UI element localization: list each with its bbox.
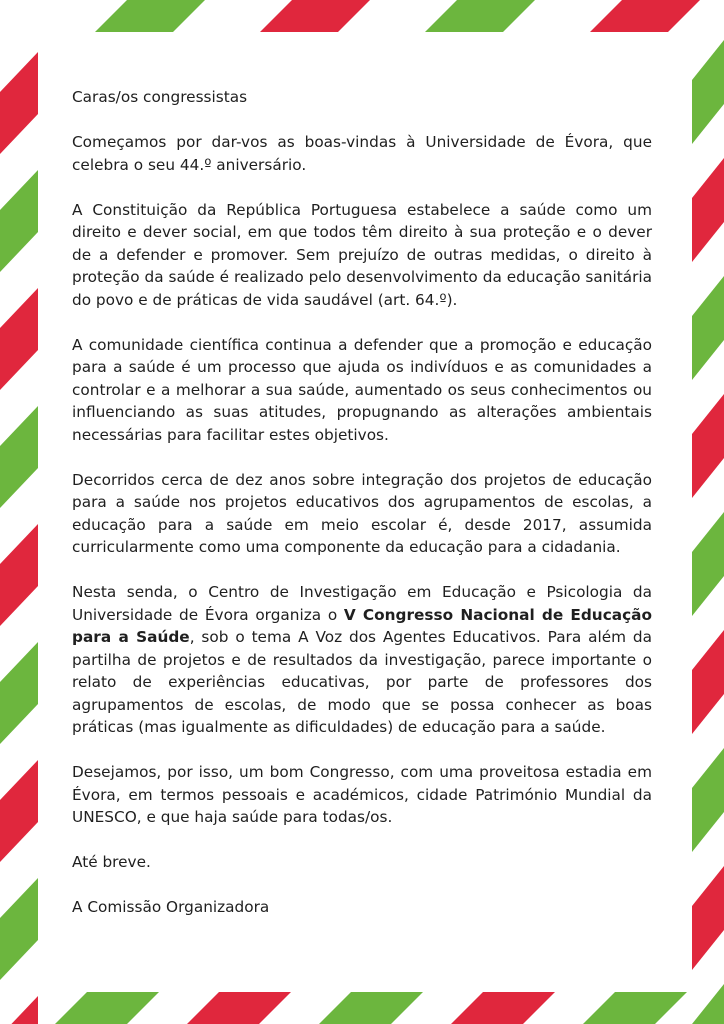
left-stripe (0, 996, 38, 1024)
right-stripe (692, 866, 724, 970)
top-stripe (590, 0, 700, 32)
congress-details-text: , sob o tema A Voz dos Agentes Educativos. Para além da partilha de projetos e de resultados da investigação, parece importante o relato de experiências educativas, por parte de professores dos agrupamentos de escolas, de modo que se possa conhecer as boas práticas (mas igualmente as dificuldades) de educação para a saúde. (72, 628, 652, 736)
congress-name: V Congresso Nacional de Educação para a Saúde (72, 605, 652, 646)
right-stripe (692, 512, 724, 616)
bottom-stripe (319, 992, 423, 1024)
right-stripe (692, 748, 724, 852)
congress-intro-text: Nesta senda, o Centro de Investigação em Educação e Psicologia da Universidade de Évora organiza o (72, 583, 652, 624)
left-stripe (0, 406, 38, 508)
left-border-stripes (0, 52, 38, 1024)
left-stripe (0, 760, 38, 862)
right-stripe (692, 276, 724, 380)
top-stripe (260, 0, 370, 32)
letter-greeting: Caras/os congressistas (72, 88, 248, 106)
left-stripe (0, 288, 38, 390)
letter-paragraph-wishes: Desejamos, por isso, um bom Congresso, com uma proveitosa estadia em Évora, em termos pessoais e académicos, cidade Património Mundial da UNESCO, e que haja saúde para todas/os. (72, 763, 652, 826)
bottom-stripe (55, 992, 159, 1024)
bottom-border-stripes (55, 992, 724, 1024)
letter-paragraph-welcome: Começamos por dar-vos as boas-vindas à Universidade de Évora, que celebra o seu 44.º aniversário. (72, 133, 652, 174)
letter-paragraph-constitution: A Constituição da República Portuguesa estabelece a saúde como um direito e dever social, em que todos têm direito à sua proteção e o dever de a defender e promover. Sem prejuízo de outras medidas, o direito à proteção da saúde é realizado pelo desenvolvimento da educação sanitária do povo e de práticas de vida saudável (art. 64.º). (72, 200, 652, 309)
right-stripe (692, 394, 724, 498)
top-border-stripes (95, 0, 700, 32)
letter-paragraph-scientific-community: A comunidade científica continua a defender que a promoção e educação para a saúde é um processo que ajuda os indivíduos e as comunidades a controlar e a melhorar a sua saúde, aumentado os seus conhecimentos ou influenciando as suas atitudes, propugnando as alterações ambientais necessárias para facilitar estes objetivos. (72, 335, 652, 444)
right-stripe (692, 984, 724, 1024)
bottom-stripe (451, 992, 555, 1024)
left-stripe (0, 524, 38, 626)
top-stripe (425, 0, 535, 32)
left-stripe (0, 878, 38, 980)
left-stripe (0, 170, 38, 272)
bottom-stripe (187, 992, 291, 1024)
right-stripe (692, 630, 724, 734)
right-border-stripes (692, 40, 724, 1024)
letter-body (72, 86, 652, 941)
left-stripe (0, 642, 38, 744)
letter-closing: Até breve. (72, 853, 151, 871)
right-stripe (692, 158, 724, 262)
letter-signature: A Comissão Organizadora (72, 898, 270, 916)
left-stripe (0, 52, 38, 154)
letter-paragraph-congress (72, 581, 652, 739)
letter-paragraph-school-projects: Decorridos cerca de dez anos sobre integração dos projetos de educação para a saúde nos projetos educativos dos agrupamentos de escolas, a educação para a saúde em meio escolar é, desde 2017, assumida curricularmente como uma componente da educação para a cidadania. (72, 470, 652, 556)
right-stripe (692, 40, 724, 144)
bottom-stripe (583, 992, 687, 1024)
top-stripe (95, 0, 205, 32)
